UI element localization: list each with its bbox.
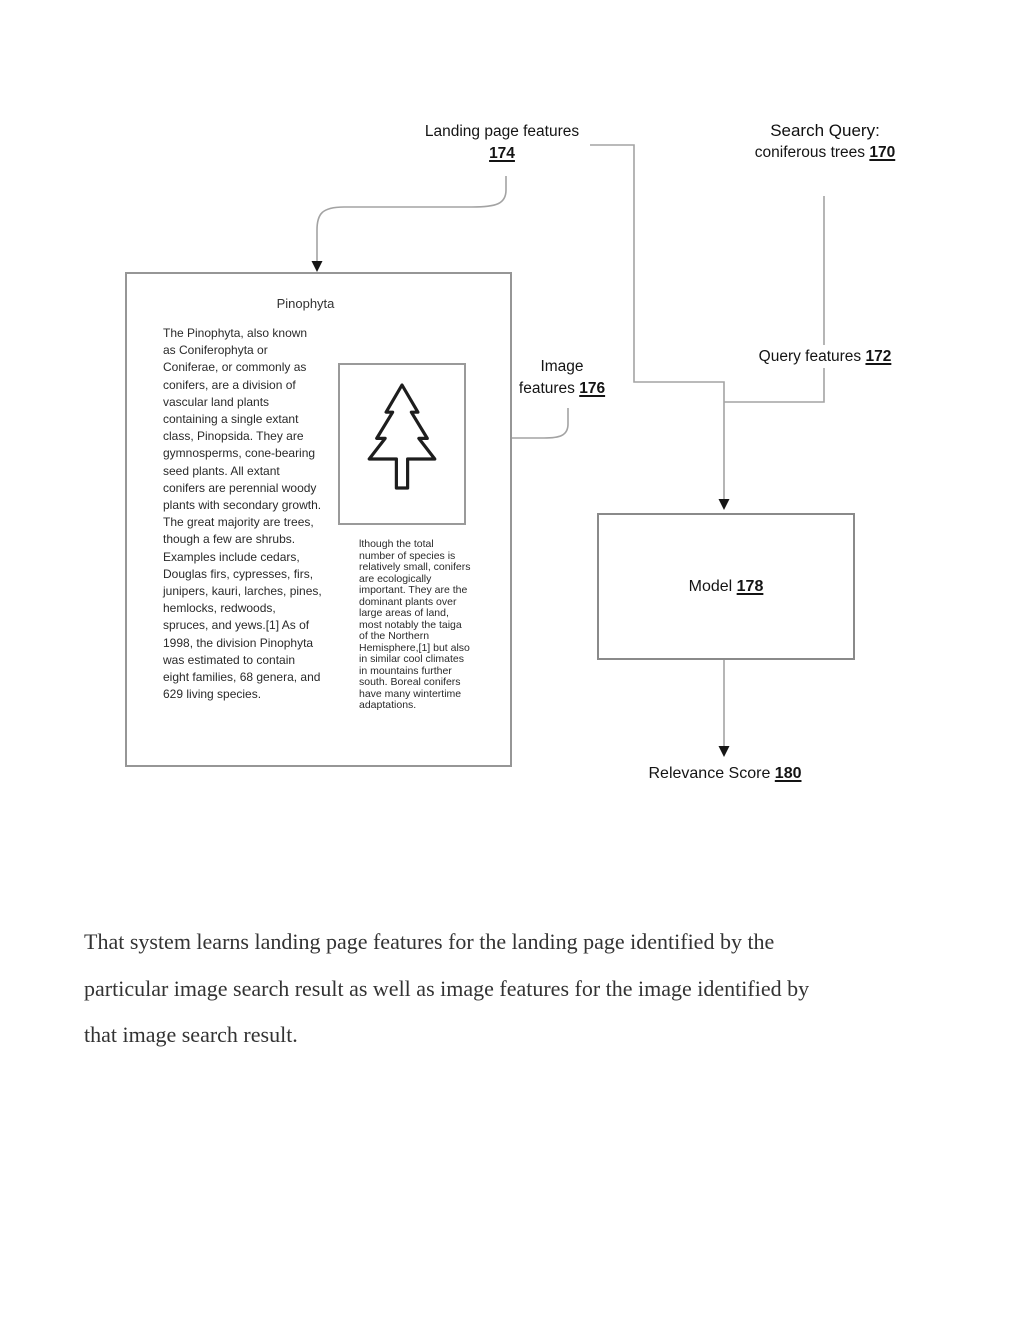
search-query-title: Search Query: xyxy=(770,121,880,140)
caption-paragraph-line-2: particular image search result as well as image features for the image identified by xyxy=(84,976,810,1001)
query-features-label: Query features 172 xyxy=(744,345,906,368)
landing-page-features-label xyxy=(403,121,601,165)
image-features-line1: Image xyxy=(540,358,584,375)
landing-page-features-text: Landing page features xyxy=(424,123,580,140)
image-features-label xyxy=(506,356,618,400)
landing-page-box xyxy=(125,272,512,767)
landing-page-side-text: lthough the total number of species is relatively small, conifers are ecologically important. They are the dominant plants over large areas of land, most notably the taiga of the Northern Hemisphere,[1] but also in similar cool climates in mountains further south. Boreal conifers have many wintertime adaptations. xyxy=(359,538,471,711)
landing-page-title: Pinophyta xyxy=(276,296,335,311)
image-features-line2: features 176 xyxy=(518,380,606,397)
landing-page-features-ref: 174 xyxy=(489,145,515,162)
caption-paragraph-line-1: That system learns landing page features for the landing page identified by the xyxy=(84,929,775,954)
search-query-label xyxy=(728,119,922,163)
model-box xyxy=(597,513,855,660)
caption-paragraph-line-3: that image search result. xyxy=(84,1022,298,1047)
tree-image-box xyxy=(338,363,466,525)
landing-page-main-text: The Pinophyta, also known as Coniferophyta or Coniferae, or commonly as conifers, are a division of vascular land plants containing a single extant class, Pinopsida. They are gymnosperms, cone-bearing seed plants. All extant conifers are perennial woody plants with secondary growth. The great majority are trees, though a few are shrubs. Examples include cedars, Douglas firs, cypresses, firs, junipers, kauri, larches, pines, hemlocks, redwoods, spruces, and yews.[1] As of 1998, the division Pinophyta was estimated to contain eight families, 68 genera, and 629 living species. xyxy=(163,326,322,702)
relevance-score-label: Relevance Score 180 xyxy=(648,765,802,782)
model-label: Model 178 xyxy=(688,577,764,595)
pine-tree-icon xyxy=(343,369,461,519)
search-query-text: coniferous trees 170 xyxy=(754,144,896,161)
